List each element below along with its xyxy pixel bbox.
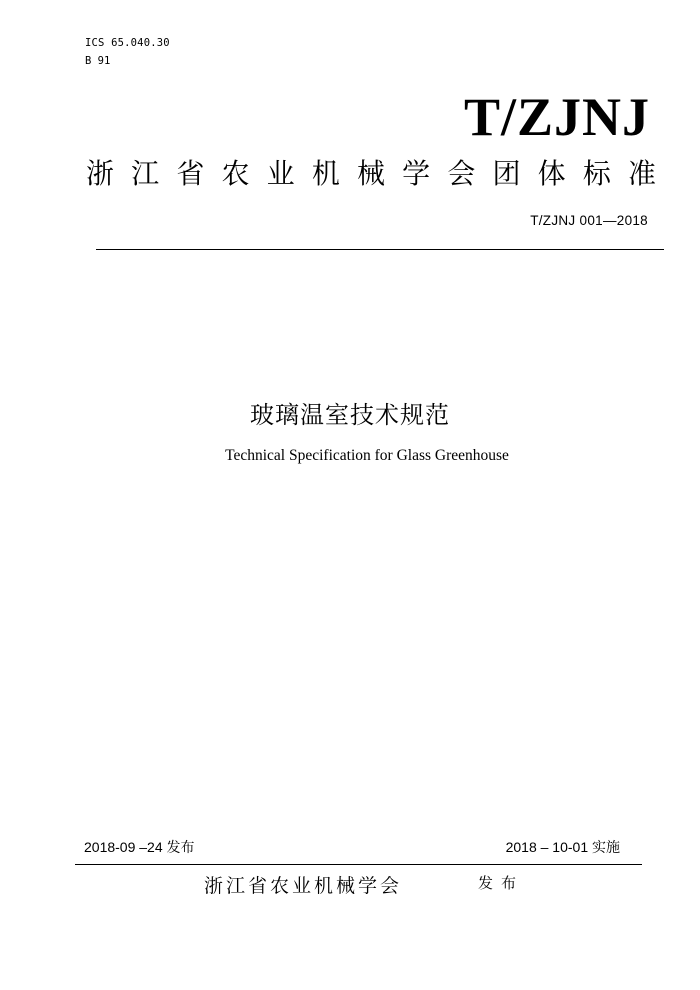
- standard-mark: T/ZJNJ: [463, 87, 650, 147]
- title-english: Technical Specification for Glass Greenhouse: [225, 447, 509, 464]
- issue-date: 2018-09 –24 发布: [84, 839, 195, 855]
- bottom-divider: [75, 864, 642, 865]
- ics-code: ICS 65.040.30: [85, 37, 170, 49]
- organization-header: 浙江省农业机械学会团体标准: [86, 157, 656, 190]
- standard-number: T/ZJNJ 001—2018: [530, 213, 648, 228]
- top-divider: [96, 249, 664, 250]
- ccs-code: B 91: [85, 55, 111, 67]
- title-chinese: 玻璃温室技术规范: [250, 401, 450, 429]
- implementation-date: 2018 – 10-01 实施: [505, 839, 620, 855]
- publish-label: 发布: [478, 874, 525, 892]
- publisher-name: 浙江省农业机械学会: [204, 875, 403, 897]
